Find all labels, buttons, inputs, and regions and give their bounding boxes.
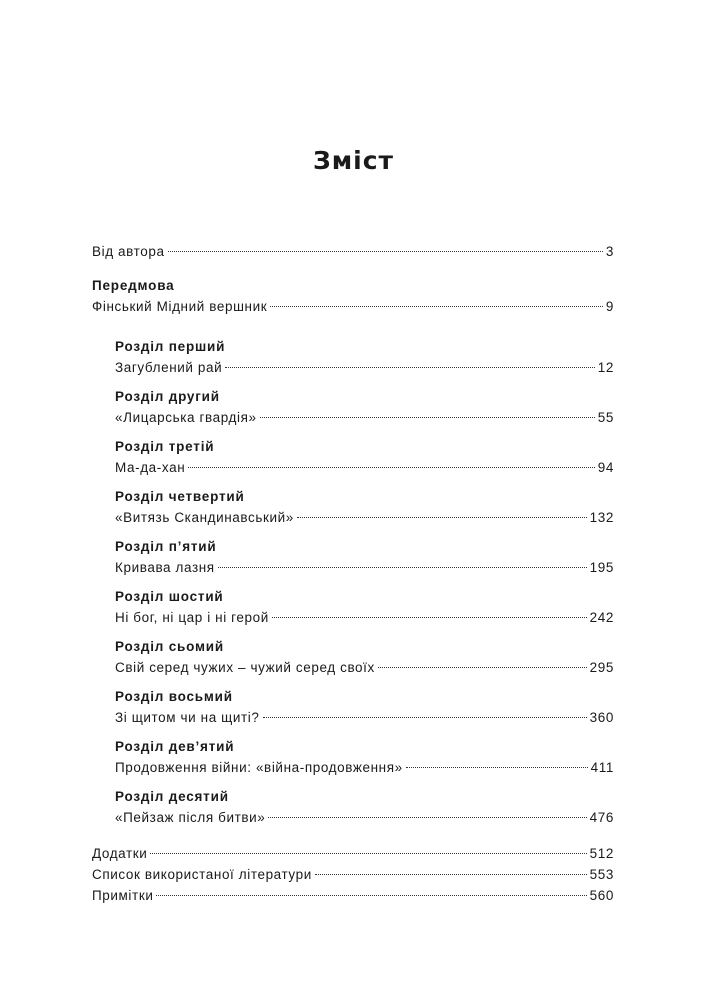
toc-entry-chapter[interactable]: [92, 608, 614, 628]
dot-leader: [268, 817, 586, 818]
toc-page-number: 12: [597, 360, 614, 375]
toc-entry-chapter[interactable]: [92, 558, 614, 578]
toc-entry-chapter[interactable]: [92, 508, 614, 528]
toc-entry-label: «Пейзаж після битви»: [115, 810, 266, 825]
toc-entry-chapter[interactable]: [92, 808, 614, 828]
dot-leader: [150, 853, 586, 854]
chapter-heading: Розділ дев’ятий: [115, 739, 235, 754]
toc-entry-bibliography[interactable]: [92, 864, 614, 885]
toc-entry-label: Фінський Мідний вершник: [92, 299, 268, 314]
toc-entry-chapter[interactable]: [92, 658, 614, 678]
toc-entry-label: Від автора: [92, 244, 165, 259]
toc-entry-chapter[interactable]: [92, 458, 614, 478]
toc-page-number: 553: [589, 867, 614, 882]
toc-entry-chapter[interactable]: [92, 358, 614, 378]
chapter-heading: Розділ шостий: [115, 589, 224, 604]
toc-entry-chapter[interactable]: [92, 708, 614, 728]
dot-leader: [260, 417, 595, 418]
chapter-heading: Розділ третій: [115, 439, 215, 454]
toc-entry-appendices[interactable]: [92, 843, 614, 864]
toc-entry-label: «Витязь Скандинавський»: [115, 510, 294, 525]
toc-entry-notes[interactable]: [92, 885, 614, 906]
toc-page-number: 512: [589, 846, 614, 861]
toc-entry-chapter[interactable]: [92, 758, 614, 778]
toc-page-number: 360: [589, 710, 614, 725]
dot-leader: [272, 617, 587, 618]
toc-entry-author-note[interactable]: [92, 242, 614, 262]
dot-leader: [156, 895, 586, 896]
toc-entry-label: Зі щитом чи на щиті?: [115, 710, 260, 725]
toc-entry-label: Свій серед чужих – чужий серед своїх: [115, 660, 375, 675]
toc-entry-label: Кривава лазня: [115, 560, 215, 575]
toc-entry-label: Ма-да-хан: [115, 460, 186, 475]
toc-entry-label: Додатки: [92, 846, 148, 861]
chapter-heading: Розділ сьомий: [115, 639, 224, 654]
toc-entry-label: Продовження війни: «війна-продовження»: [115, 760, 403, 775]
chapter-heading: Розділ п’ятий: [115, 539, 217, 554]
toc-entry-chapter[interactable]: [92, 408, 614, 428]
dot-leader: [225, 367, 595, 368]
toc-page-number: 195: [589, 560, 614, 575]
dot-leader: [297, 517, 587, 518]
dot-leader: [315, 874, 587, 875]
dot-leader: [168, 251, 603, 252]
chapter-heading: Розділ четвертий: [115, 489, 245, 504]
toc-page-number: 411: [590, 760, 614, 775]
table-of-contents: [92, 242, 614, 906]
toc-page-number: 132: [589, 510, 614, 525]
preface-heading: Передмова: [92, 278, 175, 293]
toc-entry-label: Список використаної літератури: [92, 867, 312, 882]
toc-page-number: 94: [597, 460, 614, 475]
dot-leader: [263, 717, 587, 718]
dot-leader: [218, 567, 587, 568]
toc-entry-label: «Лицарська гвардія»: [115, 410, 257, 425]
chapter-heading: Розділ восьмий: [115, 689, 233, 704]
chapter-heading: Розділ перший: [115, 339, 226, 354]
toc-page-number: 560: [589, 888, 614, 903]
chapter-heading: Розділ другий: [115, 389, 220, 404]
toc-entry-preface[interactable]: [92, 297, 614, 317]
toc-page-number: 9: [605, 299, 614, 314]
toc-page-number: 242: [589, 610, 614, 625]
chapter-heading: Розділ десятий: [115, 789, 229, 804]
toc-page-number: 295: [589, 660, 614, 675]
dot-leader: [270, 306, 603, 307]
toc-entry-label: Примітки: [92, 888, 154, 903]
toc-page-number: 3: [605, 244, 614, 259]
toc-entry-label: Ні бог, ні цар і ні герой: [115, 610, 269, 625]
page-title: Зміст: [312, 146, 395, 175]
toc-page-number: 55: [597, 410, 614, 425]
toc-entry-label: Загублений рай: [115, 360, 223, 375]
toc-page-number: 476: [589, 810, 614, 825]
dot-leader: [406, 767, 588, 768]
dot-leader: [378, 667, 587, 668]
dot-leader: [188, 467, 595, 468]
